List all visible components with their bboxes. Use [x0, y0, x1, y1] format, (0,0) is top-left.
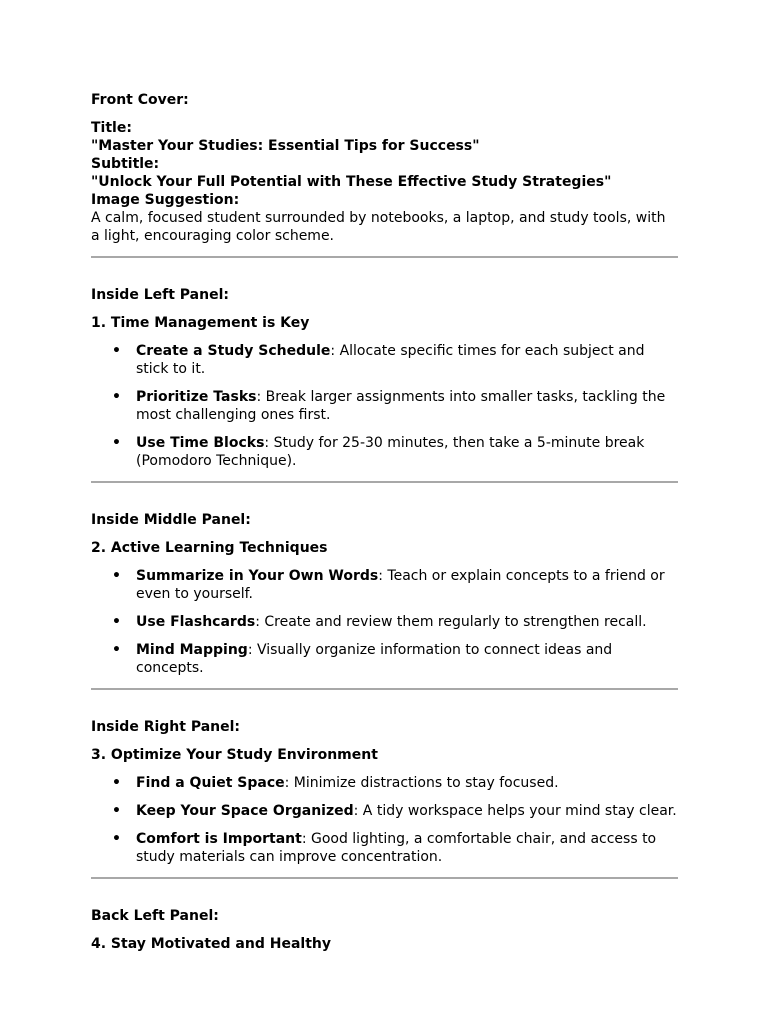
list-item: [91, 434, 678, 470]
list-item: [91, 830, 678, 866]
title-value: "Master Your Studies: Essential Tips for Success": [91, 138, 480, 154]
section-title: 4. Stay Motivated and Healthy: [91, 936, 331, 952]
image-suggestion-label: Image Suggestion:: [91, 192, 240, 208]
bullet-list: [91, 567, 678, 677]
item-text: : Study for 25-30 minutes, then take a 5-minute break (Pomodoro Technique).: [136, 435, 645, 469]
bullet-icon: •: [112, 803, 121, 819]
bullet-icon: •: [112, 831, 121, 847]
item-term: Keep Your Space Organized: [136, 803, 354, 819]
bullet-icon: •: [112, 642, 121, 658]
section-divider: [91, 256, 678, 258]
list-item: [91, 641, 678, 677]
front-cover-section: [91, 91, 678, 245]
list-item: [91, 613, 678, 631]
item-term: Find a Quiet Space: [136, 775, 285, 791]
front-cover-heading: Front Cover:: [91, 92, 189, 108]
bullet-icon: •: [112, 343, 121, 359]
panel-title: Back Left Panel:: [91, 908, 219, 924]
list-item: [91, 388, 678, 424]
panel-title: Inside Middle Panel:: [91, 512, 251, 528]
item-text: : Good lighting, a comfortable chair, and access to study materials can improve concentration.: [136, 831, 657, 865]
bullet-icon: •: [112, 614, 121, 630]
list-item: [91, 342, 678, 378]
bullet-icon: •: [112, 389, 121, 405]
item-term: Use Flashcards: [136, 614, 256, 630]
item-term: Mind Mapping: [136, 642, 248, 658]
item-term: Comfort is Important: [136, 831, 302, 847]
bullet-icon: •: [112, 568, 121, 584]
item-text: : Allocate specific times for each subject and stick to it.: [136, 343, 645, 377]
subtitle-value: "Unlock Your Full Potential with These Effective Study Strategies": [91, 174, 612, 190]
title-label: Title:: [91, 120, 132, 136]
section-title: 1. Time Management is Key: [91, 315, 310, 331]
item-text: : Minimize distractions to stay focused.: [284, 775, 559, 791]
image-suggestion-text: A calm, focused student surrounded by notebooks, a laptop, and study tools, with a light, encouraging color scheme.: [91, 210, 666, 244]
front-cover-details: [91, 119, 678, 245]
section-divider: [91, 877, 678, 879]
document-page: [91, 91, 678, 953]
item-text: : Create and review them regularly to strengthen recall.: [255, 614, 647, 630]
section-title: 3. Optimize Your Study Environment: [91, 747, 378, 763]
subtitle-label: Subtitle:: [91, 156, 160, 172]
list-item: [91, 567, 678, 603]
item-term: Summarize in Your Own Words: [136, 568, 379, 584]
bullet-list: [91, 774, 678, 866]
panel-title: Inside Right Panel:: [91, 719, 241, 735]
inside-middle-panel: [91, 511, 678, 677]
list-item: [91, 802, 678, 820]
bullet-icon: •: [112, 435, 121, 451]
section-divider: [91, 481, 678, 483]
item-text: : Break larger assignments into smaller tasks, tackling the most challenging ones first.: [136, 389, 666, 423]
bullet-list: [91, 342, 678, 470]
bullet-icon: •: [112, 775, 121, 791]
inside-left-panel: [91, 286, 678, 470]
item-term: Use Time Blocks: [136, 435, 265, 451]
item-text: : A tidy workspace helps your mind stay clear.: [353, 803, 677, 819]
panel-title: Inside Left Panel:: [91, 287, 229, 303]
item-text: : Visually organize information to connect ideas and concepts.: [136, 642, 613, 676]
item-term: Prioritize Tasks: [136, 389, 257, 405]
back-left-panel: [91, 907, 678, 953]
item-text: : Teach or explain concepts to a friend or even to yourself.: [136, 568, 665, 602]
list-item: [91, 774, 678, 792]
item-term: Create a Study Schedule: [136, 343, 331, 359]
section-title: 2. Active Learning Techniques: [91, 540, 328, 556]
section-divider: [91, 688, 678, 690]
inside-right-panel: [91, 718, 678, 866]
